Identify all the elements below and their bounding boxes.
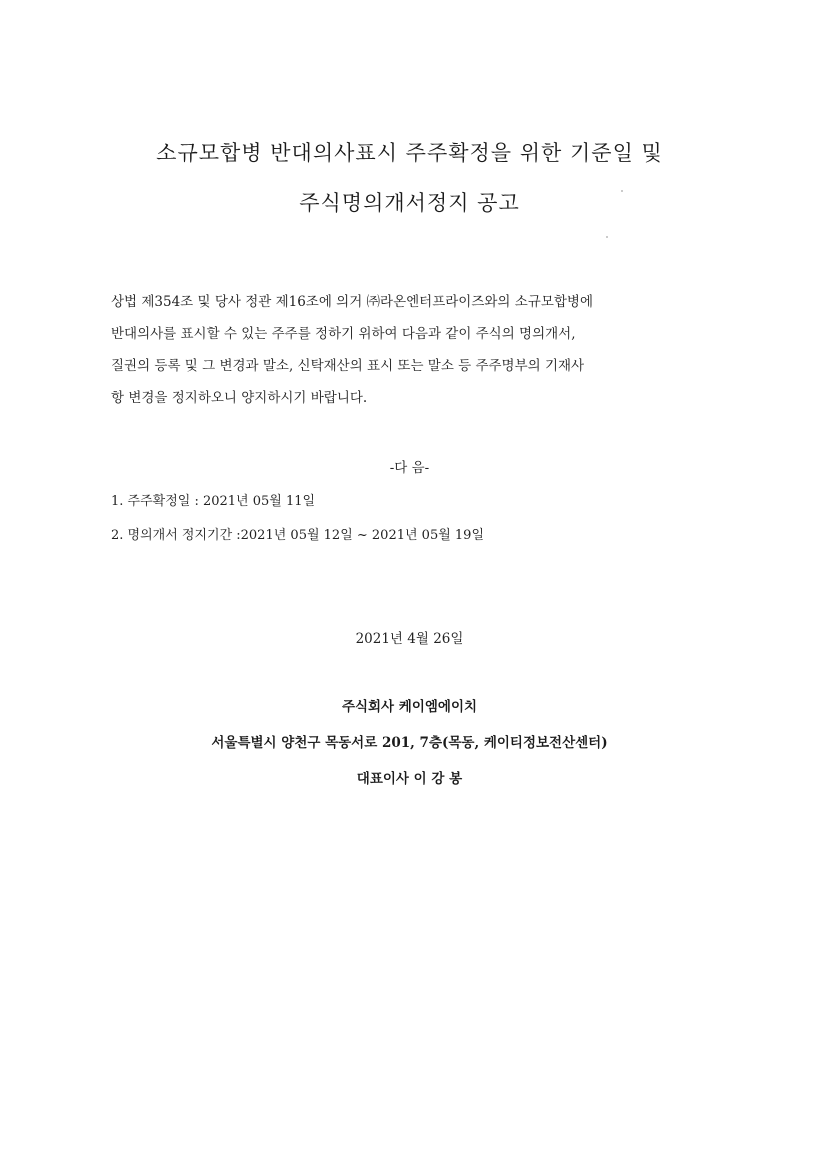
list-item-suspension-period: 2. 명의개서 정지기간 :2021년 05월 12일 ~ 2021년 05월 19일	[111, 528, 485, 543]
scan-speck	[621, 190, 623, 192]
announcement-date: 2021년 4월 26일	[355, 631, 464, 647]
da-eum-heading: -다 음-	[389, 460, 430, 476]
title-line-2: 주식명의개서정지 공고	[299, 191, 520, 215]
title-line-1: 소규모합병 반대의사표시 주주확정을 위한 기준일 및	[156, 141, 663, 165]
company-name: 주식회사 케이엠에이치	[341, 699, 478, 715]
body-line-1: 상법 제354조 및 당사 정관 제16조에 의거 ㈜라온엔터프라이즈와의 소규모합병에	[111, 294, 594, 310]
body-line-2: 반대의사를 표시할 수 있는 주주를 정하기 위하여 다음과 같이 주식의 명의개서,	[111, 326, 576, 342]
body-line-4: 항 변경을 정지하오니 양지하시기 바랍니다.	[111, 390, 368, 406]
scan-speck	[606, 236, 608, 238]
company-address: 서울특별시 양천구 목동서로 201, 7층(목동, 케이티정보전산센터)	[211, 735, 608, 751]
ceo-name: 대표이사 이 강 봉	[356, 771, 463, 787]
body-line-3: 질권의 등록 및 그 변경과 말소, 신탁재산의 표시 또는 말소 등 주주명부의 기재사	[111, 358, 585, 374]
list-item-record-date: 1. 주주확정일 : 2021년 05월 11일	[111, 494, 316, 509]
